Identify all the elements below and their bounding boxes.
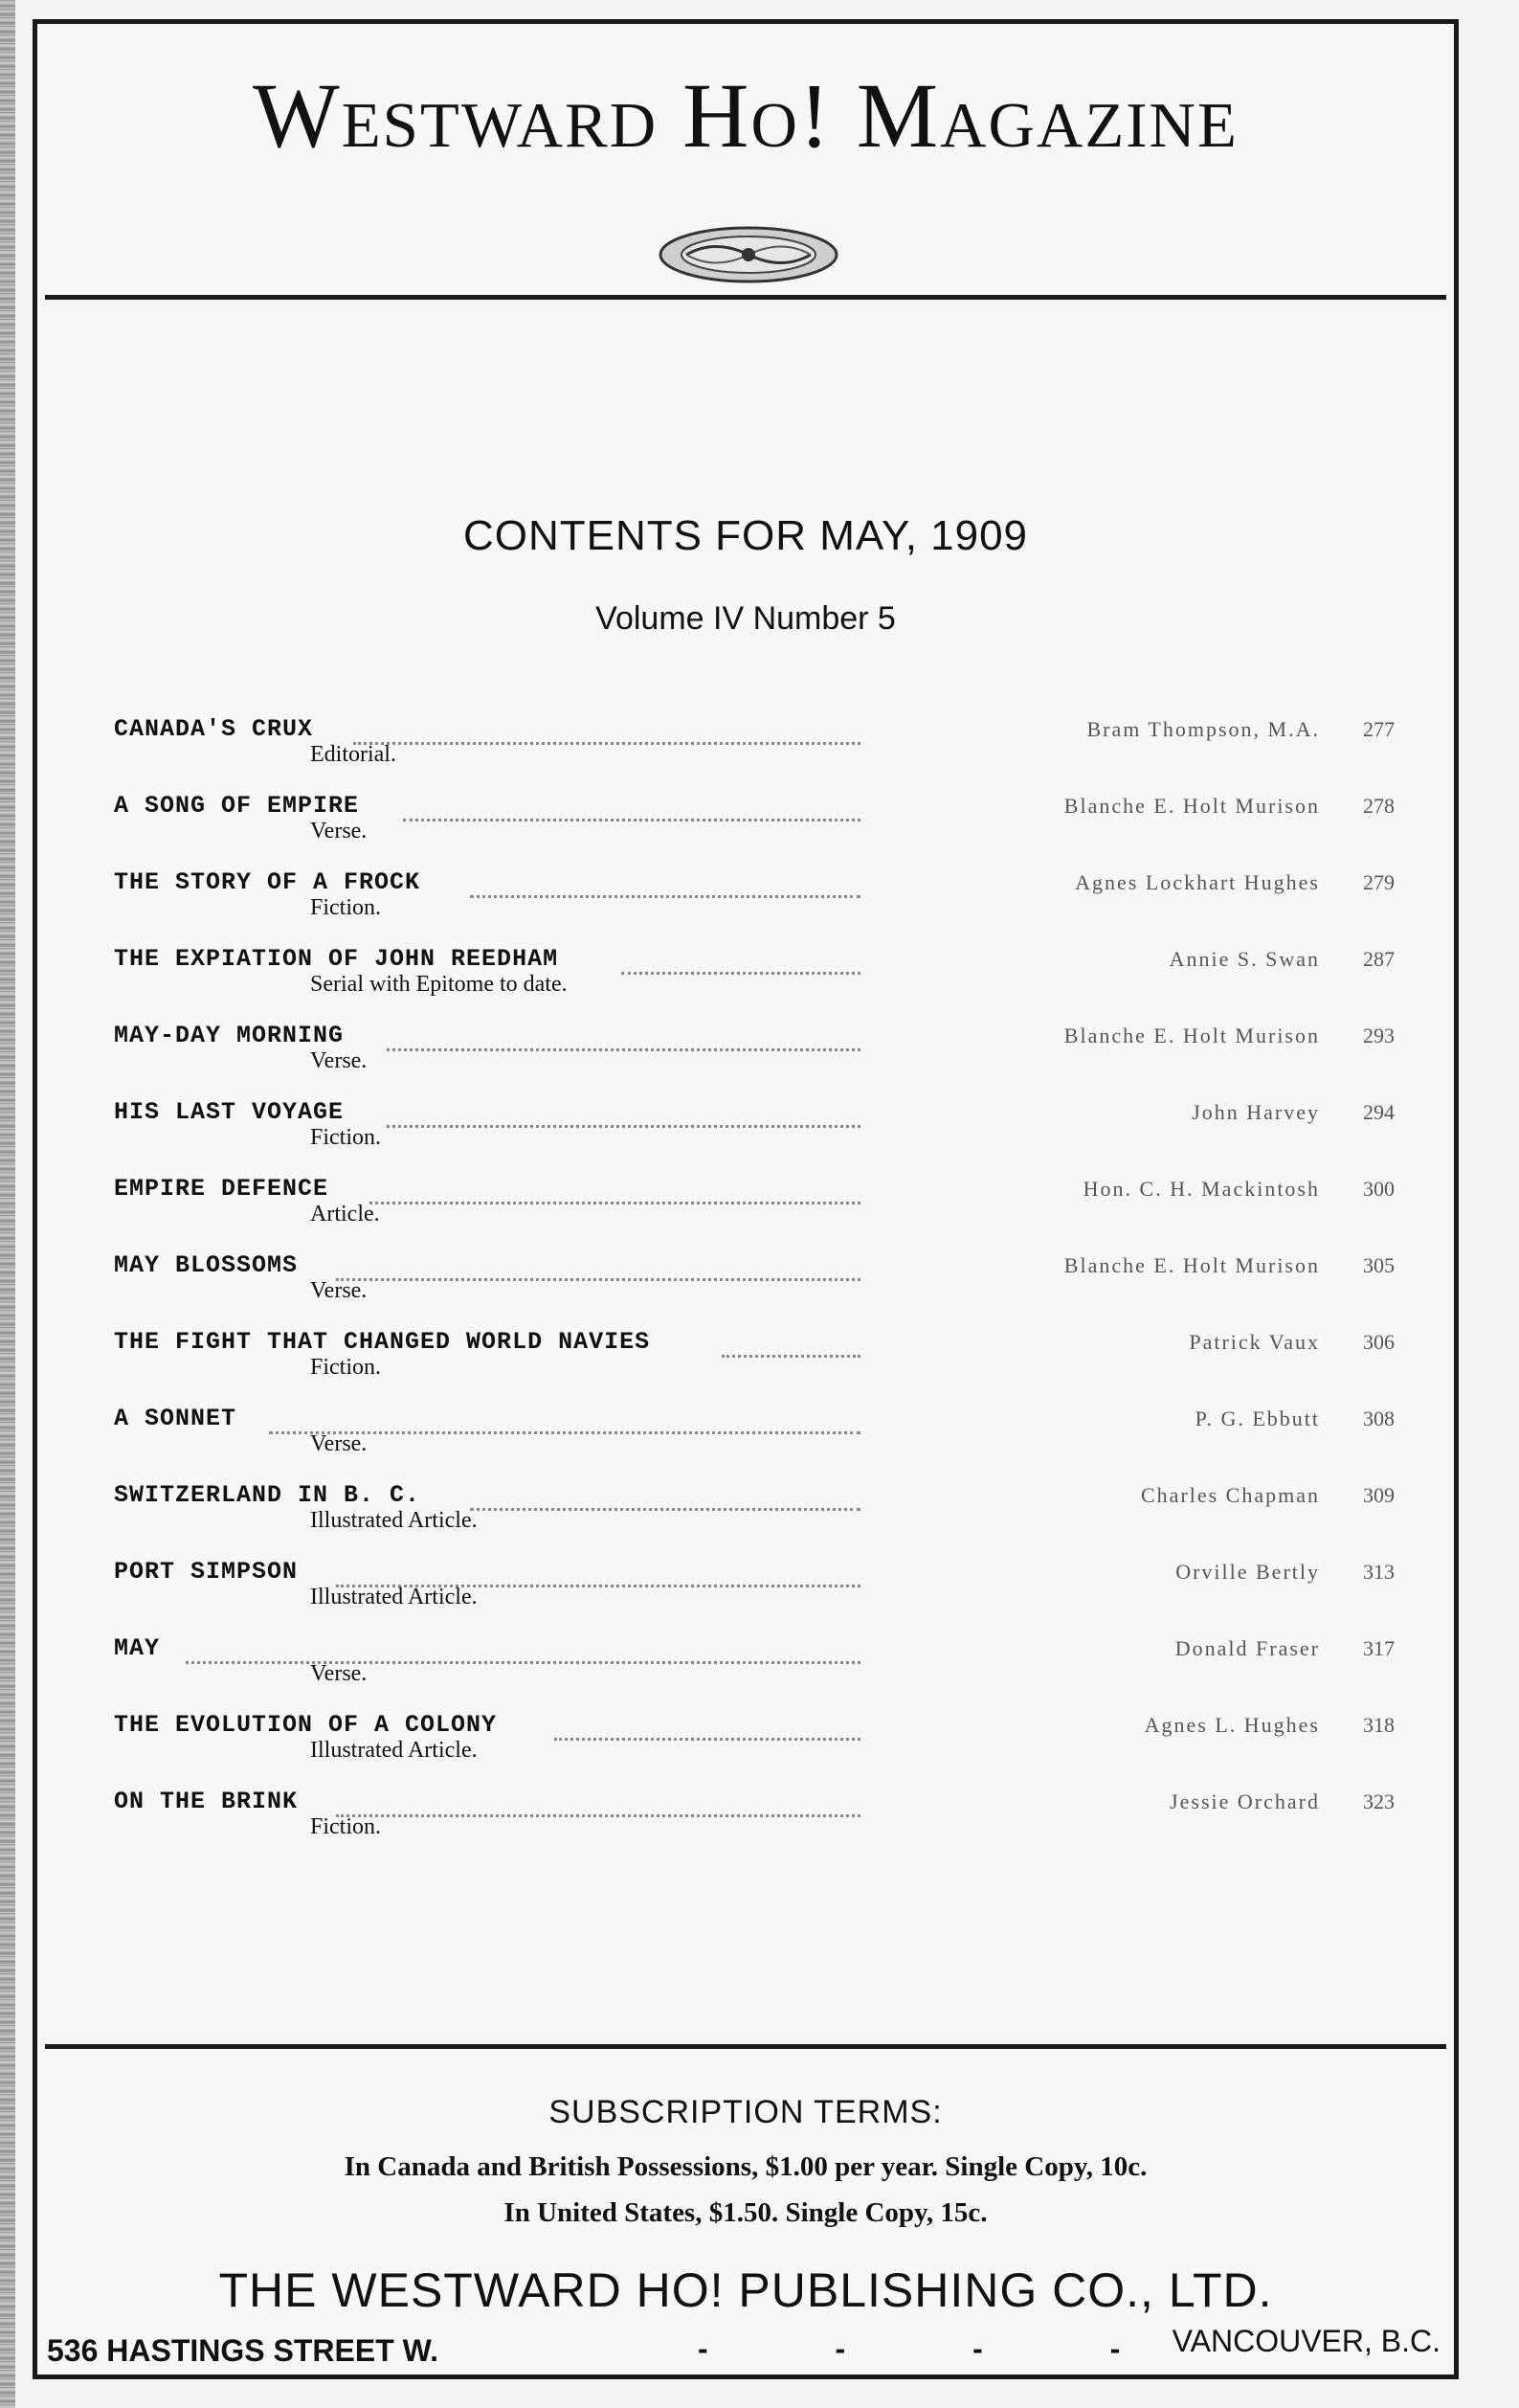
top-rule [45, 295, 1446, 300]
toc-entry-type: Verse. [310, 1278, 368, 1303]
toc-entry [114, 715, 1416, 792]
toc-entry-title: A SONNET [114, 1405, 237, 1432]
toc-entry-page: 323 [1363, 1789, 1395, 1813]
toc-entry-type: Fiction. [310, 1355, 382, 1380]
toc-entry-page: 279 [1363, 870, 1395, 894]
toc-entry [114, 1405, 1416, 1481]
subscription-canada: In Canada and British Possessions, $1.00 per year. Single Copy, 10c. [344, 2151, 1148, 2182]
publisher-name: THE WESTWARD HO! PUBLISHING CO., LTD. [218, 2263, 1273, 2317]
toc-entry-author: Blanche E. Holt Murison [1063, 1253, 1320, 1277]
toc-entry-author: P. G. Ebbutt [1195, 1407, 1320, 1430]
toc-entry-title: MAY BLOSSOMS [114, 1251, 299, 1279]
toc-leader-dots [470, 870, 860, 898]
toc-entry-title: ON THE BRINK [114, 1788, 299, 1815]
toc-entry [114, 1175, 1416, 1251]
page-frame [33, 19, 1459, 2379]
toc-leader-dots [554, 1713, 861, 1741]
toc-leader-dots [369, 1177, 860, 1204]
toc-entry-author: Donald Fraser [1174, 1636, 1320, 1660]
toc-entry-title: THE EVOLUTION OF A COLONY [114, 1711, 498, 1739]
toc-entry [114, 1251, 1416, 1328]
toc-entry-type: Illustrated Article. [310, 1508, 478, 1533]
toc-entry-author: Blanche E. Holt Murison [1063, 794, 1320, 818]
toc-entry-author: Jessie Orchard [1170, 1789, 1320, 1813]
toc-entry-page: 308 [1363, 1407, 1395, 1430]
contents-heading: CONTENTS FOR MAY, 1909 [462, 512, 1029, 559]
toc-entry-type: Verse. [310, 1431, 368, 1456]
toc-entry-page: 318 [1363, 1713, 1395, 1737]
toc-leader-dots [387, 1024, 861, 1051]
address-dashes: - - - - [698, 2331, 1180, 2366]
toc-entry-type: Editorial. [310, 742, 396, 767]
toc-entry-page: 287 [1363, 947, 1395, 971]
toc-entry-title: THE STORY OF A FROCK [114, 868, 421, 896]
toc-entry-page: 278 [1363, 794, 1395, 818]
toc-entry [114, 1711, 1416, 1788]
toc-entry-page: 313 [1363, 1560, 1395, 1584]
toc-entry-page: 277 [1363, 717, 1395, 741]
toc-entry-type: Illustrated Article. [310, 1738, 478, 1763]
toc-entry-title: A SONG OF EMPIRE [114, 792, 360, 820]
toc-entry [114, 1098, 1416, 1175]
toc-leader-dots [336, 1253, 860, 1281]
toc-entry-type: Article. [310, 1202, 380, 1227]
toc-entry-title: EMPIRE DEFENCE [114, 1175, 329, 1203]
toc-entry-author: Bram Thompson, M.A. [1086, 717, 1320, 741]
toc-entry-type: Fiction. [310, 1125, 382, 1150]
toc-entry-title: SWITZERLAND IN B. C. [114, 1481, 421, 1509]
toc-entry-author: Hon. C. H. Mackintosh [1083, 1177, 1320, 1201]
toc-entry-type: Serial with Epitome to date. [310, 972, 568, 997]
toc-entry-title: THE EXPIATION OF JOHN REEDHAM [114, 945, 559, 973]
toc-entry [114, 1328, 1416, 1405]
toc-leader-dots [722, 1330, 861, 1358]
toc-entry-page: 300 [1363, 1177, 1395, 1201]
toc-entry [114, 1022, 1416, 1098]
toc-entry-author: Agnes Lockhart Hughes [1075, 870, 1320, 894]
toc-entry-page: 305 [1363, 1253, 1395, 1277]
toc-entry [114, 1634, 1416, 1711]
toc-entry-type: Fiction. [310, 1814, 382, 1839]
toc-entry-author: Charles Chapman [1140, 1483, 1320, 1507]
toc-entry [114, 1558, 1416, 1634]
toc-entry-author: Blanche E. Holt Murison [1063, 1024, 1320, 1047]
toc-entry-page: 293 [1363, 1024, 1395, 1047]
toc-entry-title: PORT SIMPSON [114, 1558, 299, 1586]
toc-entry-title: THE FIGHT THAT CHANGED WORLD NAVIES [114, 1328, 651, 1356]
publisher-address: 536 HASTINGS STREET W. [47, 2333, 438, 2368]
toc-leader-dots [353, 717, 861, 745]
toc-leader-dots [403, 794, 860, 821]
toc-leader-dots [269, 1407, 860, 1434]
toc-entry-type: Illustrated Article. [310, 1585, 478, 1609]
toc-leader-dots [336, 1560, 860, 1587]
toc-leader-dots [387, 1100, 861, 1128]
toc-entry-title: CANADA'S CRUX [114, 715, 314, 743]
volume-line: Volume IV Number 5 [595, 600, 896, 637]
subscription-heading: SUBSCRIPTION TERMS: [548, 2094, 943, 2130]
toc-entry-author: Agnes L. Hughes [1144, 1713, 1320, 1737]
toc-entry-type: Fiction. [310, 895, 382, 920]
subscription-us: In United States, $1.50. Single Copy, 15c. [503, 2197, 988, 2228]
toc-leader-dots [621, 947, 861, 975]
toc-entry-page: 294 [1363, 1100, 1395, 1124]
toc-entry [114, 868, 1416, 945]
toc-entry-author: Orville Bertly [1175, 1560, 1320, 1584]
toc-entry-page: 306 [1363, 1330, 1395, 1354]
toc-entry-type: Verse. [310, 1661, 368, 1686]
masthead-title: Westward Ho! Magazine [253, 64, 1239, 167]
toc-entry-type: Verse. [310, 1048, 368, 1073]
toc-entry-author: John Harvey [1192, 1100, 1320, 1124]
publisher-city: VANCOUVER, B.C. [1172, 2324, 1441, 2358]
toc-entry [114, 945, 1416, 1022]
toc-leader-dots [336, 1789, 860, 1817]
toc-entry-title: MAY-DAY MORNING [114, 1022, 345, 1049]
toc-entry-page: 317 [1363, 1636, 1395, 1660]
toc-leader-dots [470, 1483, 860, 1511]
toc-entry [114, 1788, 1416, 1864]
toc-entry [114, 792, 1416, 868]
table-of-contents [114, 715, 1416, 1864]
toc-entry-title: HIS LAST VOYAGE [114, 1098, 345, 1126]
toc-entry-author: Annie S. Swan [1169, 947, 1320, 971]
toc-entry-type: Verse. [310, 819, 368, 844]
bottom-rule [45, 2044, 1446, 2049]
toc-leader-dots [186, 1636, 861, 1664]
toc-entry-title: MAY [114, 1634, 161, 1662]
toc-entry-author: Patrick Vaux [1189, 1330, 1320, 1354]
ornament-emblem-icon [658, 225, 839, 284]
page-edge [0, 0, 15, 2408]
toc-entry-page: 309 [1363, 1483, 1395, 1507]
toc-entry [114, 1481, 1416, 1558]
